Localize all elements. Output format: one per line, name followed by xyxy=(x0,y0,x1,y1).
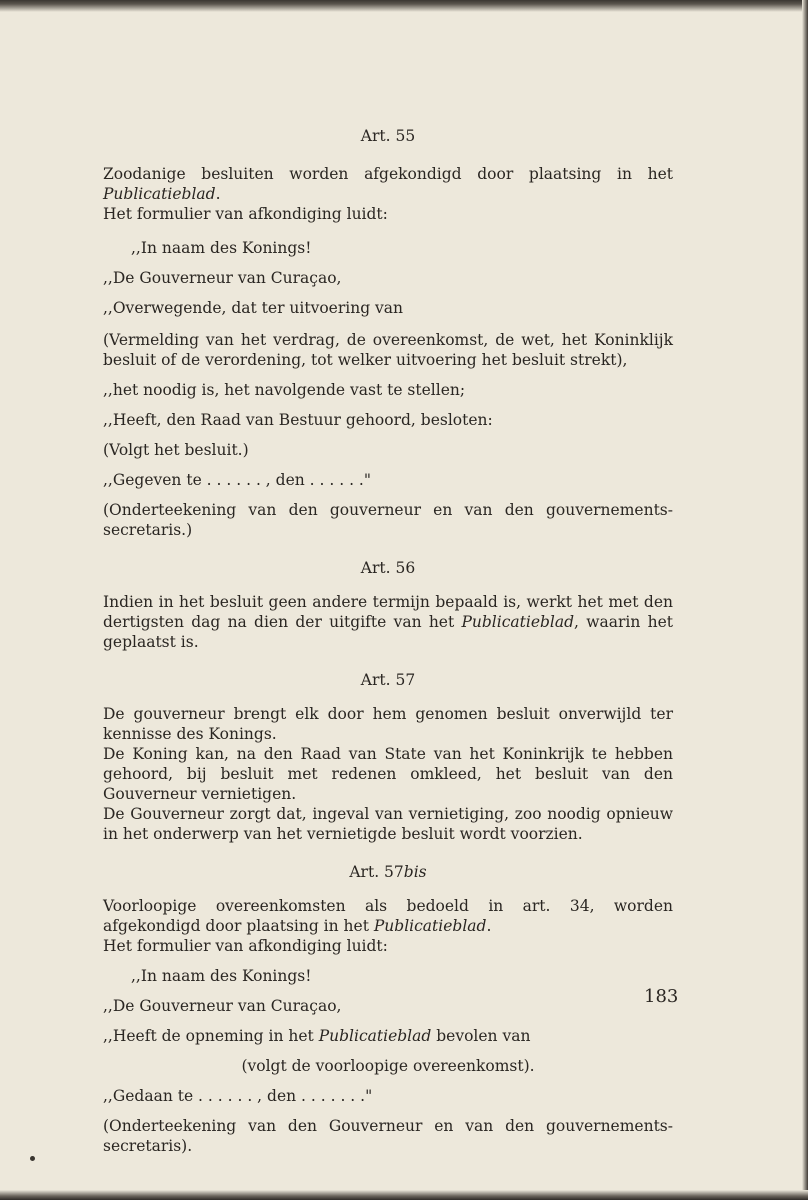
formula-line: ,,Heeft, den Raad van Bestuur gehoord, besloten: xyxy=(103,411,493,429)
article-57bis-form-intro: Het formulier van afkondiging luidt: xyxy=(103,937,388,955)
article-55-form-intro: Het formulier van afkondiging luidt: xyxy=(103,205,388,223)
article-57bis-paragraph: Voorloopige overeenkomsten als bedoeld in art. 34, worden afgekondigd door plaatsing in het Publicatieblad. xyxy=(103,897,673,935)
article-55-heading: Art. 55 xyxy=(360,127,416,145)
ink-speck xyxy=(30,1156,35,1161)
formula-line: ,,Overwegende, dat ter uitvoering van xyxy=(103,299,404,317)
article-57-paragraph: De Gouverneur zorgt dat, ingeval van vernietiging, zoo noodig opnieuw in het onderwerp van het vernietigde besluit wordt voorzien. xyxy=(103,805,673,843)
article-57bis-heading: Art. 57bis xyxy=(349,863,427,881)
page-number: 183 xyxy=(644,986,679,1007)
page-edge-top xyxy=(0,0,808,12)
article-55-paragraph: Zoodanige besluiten worden afgekondigd door plaatsing in het Publicatieblad. xyxy=(103,165,673,203)
page-edge-right xyxy=(802,0,808,1200)
formula-line: ,,In naam des Konings! xyxy=(131,967,312,985)
formula-line: ,,De Gouverneur van Curaçao, xyxy=(103,269,342,287)
formula-line: (Onderteekening van den gouverneur en van den gouvernements-secretaris.) xyxy=(103,501,673,539)
article-56-heading: Art. 56 xyxy=(360,559,416,577)
formula-line: ,,Gegeven te . . . . . . , den . . . . . ." xyxy=(103,471,371,489)
page-edge-bottom xyxy=(0,1190,808,1200)
article-56-paragraph: Indien in het besluit geen andere termijn bepaald is, werkt het met den dertigsten dag na dien der uitgifte van het Publicatieblad, waarin het geplaatst is. xyxy=(103,593,673,651)
formula-line: (Vermelding van het verdrag, de overeenkomst, de wet, het Koninklijk besluit of de verordening, tot welker uitvoering het besluit strekt), xyxy=(103,331,673,369)
formula-line: (volgt de voorloopige overeenkomst). xyxy=(241,1057,535,1075)
article-57-paragraph: De Koning kan, na den Raad van State van het Koninkrijk te hebben gehoord, bij besluit met redenen omkleed, het besluit van den Gouverneur vernietigen. xyxy=(103,745,673,803)
formula-line: ,,Gedaan te . . . . . . , den . . . . . . ." xyxy=(103,1087,373,1105)
formula-line: ,,Heeft de opneming in het Publicatieblad bevolen van xyxy=(103,1027,531,1045)
formula-line: ,,het noodig is, het navolgende vast te stellen; xyxy=(103,381,466,399)
formula-line: ,,De Gouverneur van Curaçao, xyxy=(103,997,342,1015)
formula-line: (Onderteekening van den Gouverneur en van den gouvernements-secretaris). xyxy=(103,1117,673,1155)
body-text xyxy=(103,126,679,1156)
article-57-heading: Art. 57 xyxy=(360,671,416,689)
formula-line: ,,In naam des Konings! xyxy=(131,239,312,257)
formula-line: (Volgt het besluit.) xyxy=(103,441,249,459)
article-57-paragraph: De gouverneur brengt elk door hem genomen besluit onverwijld ter kennisse des Konings. xyxy=(103,705,673,743)
